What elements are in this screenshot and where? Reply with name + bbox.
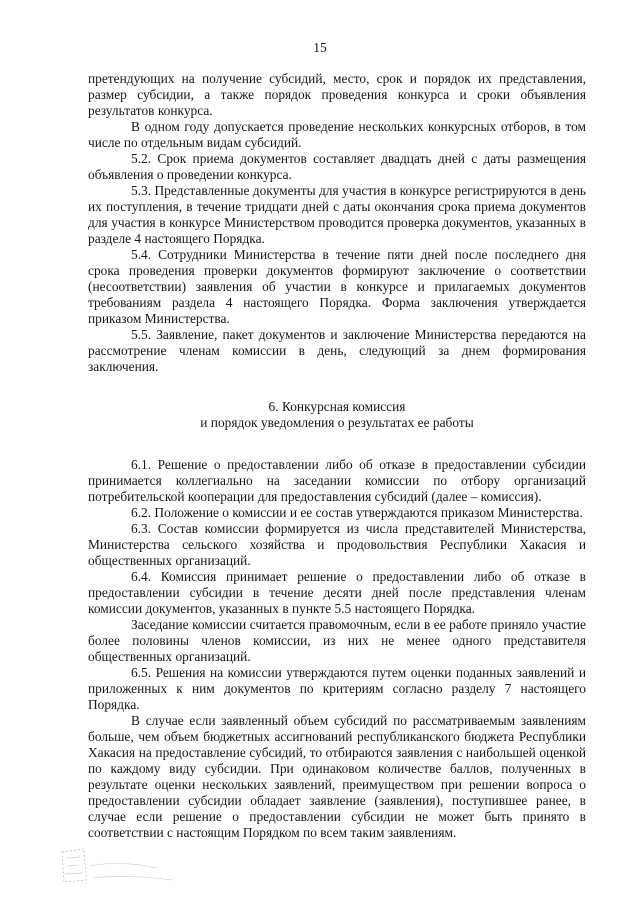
paragraph-5-2: 5.2. Срок приема документов составляет двадцать дней с даты размещения объявления о проведении конкурса. — [88, 151, 586, 182]
paragraph-5-5: 5.5. Заявление, пакет документов и заключение Министерства передаются на рассмотрение членам комиссии в день, следующий за днем формирования заключения. — [88, 327, 586, 374]
document-body — [88, 71, 586, 841]
paragraph-5-4: 5.4. Сотрудники Министерства в течение пяти дней после последнего дня срока проведения проверки документов формируют заключение о соответствии (несоответствии) заявления об участии в конкурсе и прилагаемых документов требованиям раздела 4 настоящего Порядка. Форма заключения утверждается приказом Министерства. — [88, 247, 586, 326]
paragraph-multiple-selections: В одном году допускается проведение нескольких конкурсных отборов, в том числе по отдельным видам субсидий. — [88, 119, 586, 150]
paragraph-6-3: 6.3. Состав комиссии формируется из числа представителей Министерства, Министерства сельского хозяйства и продовольствия Республики Хакасия и общественных организаций. — [88, 521, 586, 568]
scan-stamp-fragment — [60, 836, 180, 888]
paragraph-6-1: 6.1. Решение о предоставлении либо об отказе в предоставлении субсидии принимается коллегиально на заседании комиссии по отбору организаций потребительской кооперации для предоставления субсидий (далее – комиссия). — [88, 457, 586, 504]
paragraph-5-1-continued: претендующих на получение субсидий, место, срок и порядок их представления, размер субсидии, а также порядок проведения конкурса и сроки объявления результатов конкурса. — [88, 71, 586, 118]
paragraph-6-5: 6.5. Решения на комиссии утверждаются путем оценки поданных заявлений и приложенных к ним документов по критериям согласно разделу 7 настоящего Порядка. — [88, 665, 586, 712]
paragraph-6-2: 6.2. Положение о комиссии и ее состав утверждаются приказом Министерства. — [131, 505, 583, 520]
section-6-heading — [88, 399, 586, 431]
paragraph-quorum: Заседание комиссии считается правомочным, если в ее работе приняло участие более половины членов комиссии, из них не менее одного представителя общественных организаций. — [88, 617, 586, 664]
paragraph-5-3: 5.3. Представленные документы для участия в конкурсе регистрируются в день их поступления, в течение тридцати дней с даты окончания срока приема документов для участия в конкурсе Министерством проводится проверка документов, указанных в разделе 4 настоящего Порядка. — [88, 183, 586, 246]
page-number: 15 — [313, 40, 327, 55]
section-6-title: 6. Конкурсная комиссия — [268, 399, 406, 414]
paragraph-ranking-rules: В случае если заявленный объем субсидий по рассматриваемым заявлениям больше, чем объем бюджетных ассигнований республиканского бюджета Республики Хакасия на предоставление субсидий, то отбираются заявления с наибольшей оценкой по каждому виду субсидии. При одинаковом количестве баллов, полученных в результате оценки нескольких заявлений, преимуществом при решении вопроса о предоставлении субсидии обладает заявление (заявления), поступившее ранее, в случае если решение о предоставлении субсидии не может быть принято в соответствии с настоящим Порядком по всем таким заявлениям. — [88, 713, 586, 840]
section-6-subtitle: и порядок уведомления о результатах ее работы — [200, 415, 474, 430]
paragraph-6-4: 6.4. Комиссия принимает решение о предоставлении либо об отказе в предоставлении субсидии в течение десяти дней после представления членам комиссии документов, указанных в пункте 5.5 настоящего Порядка. — [88, 569, 586, 616]
